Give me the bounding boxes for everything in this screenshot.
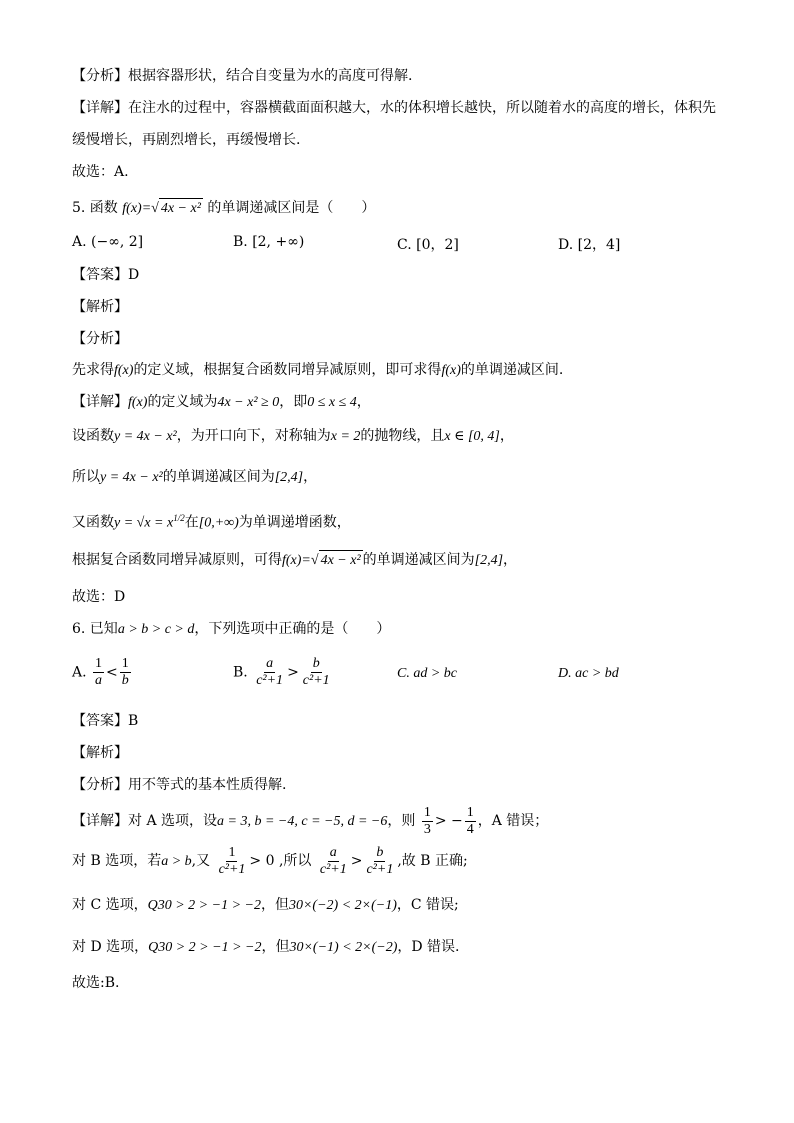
- q6-option-b: B. $\frac{a}{\text{c²+1}}$ > $\frac{b}{\text{c²+1}}$: [233, 656, 330, 688]
- q6-solution-heading: 【解析】: [72, 745, 128, 761]
- q5-step-5: 又函数$y = √x = x^{1/2}$在[0,+∞)为单调递增函数，: [72, 513, 351, 531]
- q6-answer: 【答案】B: [72, 713, 139, 729]
- q5-solution-heading: 【解析】: [72, 299, 128, 315]
- q5-step-6: 根据复合函数同增异减原则，可得f(x)=√ 4x − x² 的单调递减区间为[2,4]，: [72, 550, 517, 571]
- answer-choice: 故选：A.: [72, 164, 129, 180]
- q6-detail-d: 对 D 选项，Q30 > 2 > −1 > −2，但30×(−1) < 2×(−2)，D 错误.: [72, 939, 460, 955]
- analysis-line: 【分析】根据容器形状，结合自变量为水的高度可得解.: [72, 68, 413, 84]
- q5-analysis-heading: 【分析】: [72, 331, 128, 347]
- q6-conclusion: 故选:B.: [72, 975, 120, 991]
- question-5: 5. 函数 f(x)=√ 4x − x² 的单调递减区间是（ ）: [72, 198, 375, 219]
- detail-line: 【详解】在注水的过程中，容器横截面面积越大，水的体积增长越快，所以随着水的高度的增长，体积先: [72, 100, 716, 116]
- q5-answer: 【答案】D: [72, 267, 140, 283]
- q6-analysis: 【分析】用不等式的基本性质得解.: [72, 777, 287, 793]
- question-6: 6. 已知a > b > c > d，下列选项中正确的是（ ）: [72, 621, 391, 637]
- q6-option-a: A. $\frac{1}{a}$ < $\frac{1}{b}$: [72, 656, 129, 688]
- q6-option-c: C. ad > bc: [397, 666, 457, 681]
- detail-line-cont: 缓慢增长，再剧烈增长，再缓慢增长.: [72, 132, 301, 148]
- q5-option-c: C. [0，2]: [397, 237, 459, 253]
- q5-option-d: D. [2，4]: [558, 237, 621, 253]
- q5-step-1: 先求得f(x)的定义域，根据复合函数同增异减原则，即可求得f(x)的单调递减区间.: [72, 362, 564, 378]
- q6-detail-a: 【详解】对 A 选项，设a = 3, b = −4, c = −5, d = −6，则 $\frac{1}{3}$ > − $\frac{1}{4}$ ，A 错误；: [72, 804, 549, 837]
- q6-option-d: D. ac > bd: [558, 666, 619, 681]
- q6-detail-c: 对 C 选项，Q30 > 2 > −1 > −2，但30×(−2) < 2×(−1)，C 错误;: [72, 897, 459, 913]
- q5-option-b: B. [2, +∞): [233, 234, 305, 250]
- q5-step-4: 所以y = 4x − x²的单调递减区间为[2,4]，: [72, 469, 318, 485]
- q5-option-a: A. (−∞, 2]: [72, 234, 144, 250]
- q5-step-2: 【详解】f(x)的定义域为4x − x² ≥ 0，即0 ≤ x ≤ 4，: [72, 394, 371, 410]
- q6-detail-b: 对 B 选项，若a > b,又 $\frac{1}{\text{c²+1}}$ > 0 ,所以 $\frac{a}{\text{c²+1}}$ > $\frac{b}{\text{c²+1}}$ ,故 B 正确;: [72, 844, 468, 877]
- q5-step-3: 设函数y = 4x − x²，为开口向下，对称轴为x = 2的抛物线，且x ∈ [0, 4]，: [72, 428, 514, 444]
- q5-conclusion: 故选：D: [72, 589, 126, 605]
